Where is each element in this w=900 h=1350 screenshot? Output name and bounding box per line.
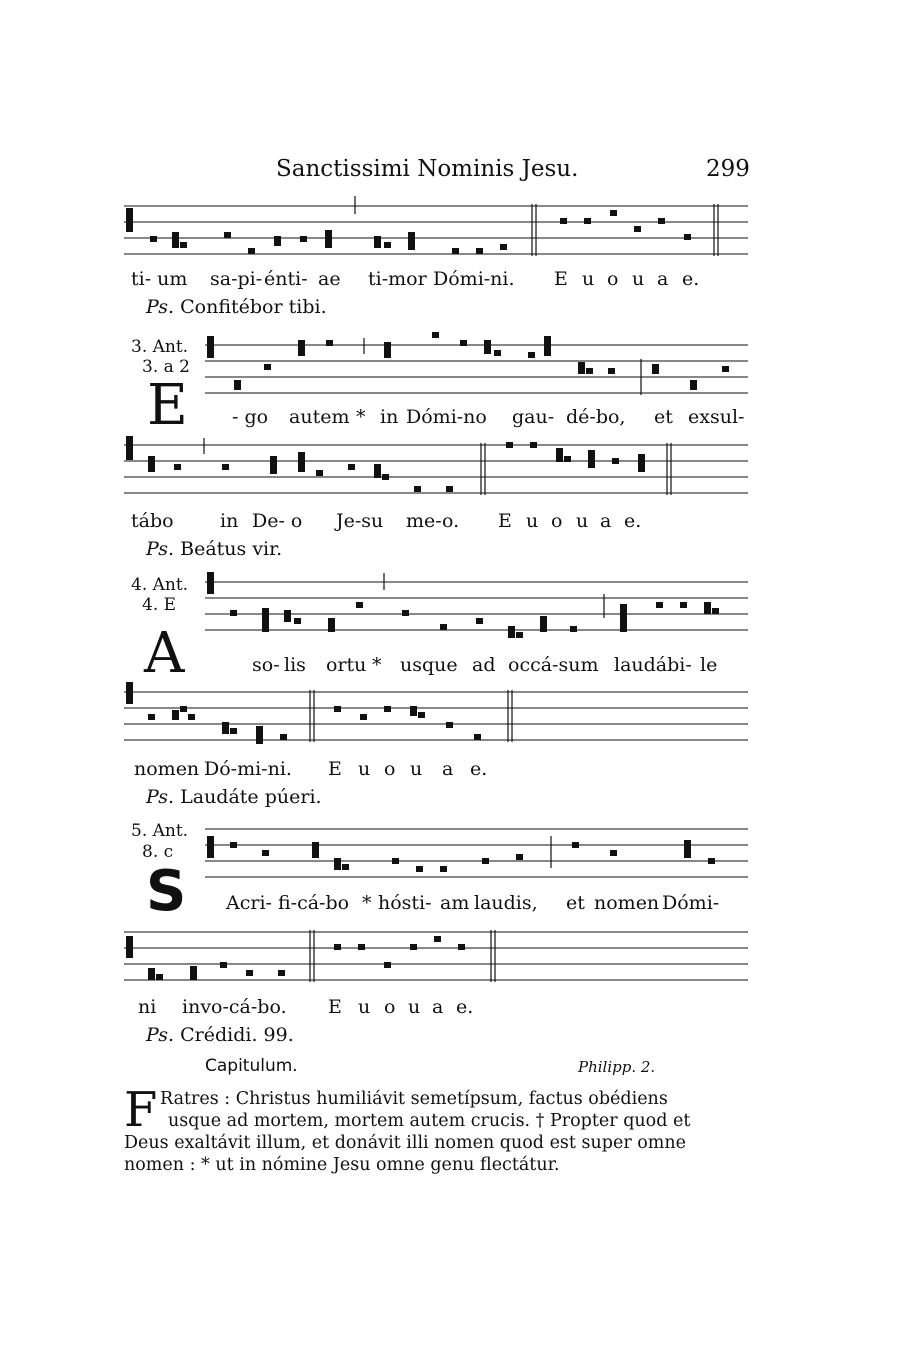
lyric-syllable: ti- um <box>131 268 188 290</box>
lyric-syllable: laudis, <box>474 892 538 914</box>
lyric-syllable: et <box>654 406 673 428</box>
lyric-syllable: o <box>384 758 396 780</box>
lyric-syllable: u <box>358 758 371 780</box>
lyric-syllable: o. <box>442 510 460 532</box>
lyric-syllable: me- <box>406 510 442 532</box>
page-number: 299 <box>706 156 750 182</box>
lyric-syllable: u <box>582 268 595 290</box>
lyric-syllable: Acri- <box>226 892 272 914</box>
lyric-syllable: laudábi- <box>614 654 692 676</box>
lyric-syllable: E <box>554 268 568 290</box>
lyric-syllable: e. <box>682 268 700 290</box>
lyric-syllable: in <box>380 406 399 428</box>
lyric-syllable: u <box>408 996 421 1018</box>
lyric-syllable: ti-mor <box>368 268 427 290</box>
lyric-syllable: in <box>220 510 239 532</box>
lyric-syllable: ae <box>318 268 341 290</box>
lyric-syllable: o <box>551 510 563 532</box>
psalm-incipit: Ps. Crédidi. 99. <box>146 1024 294 1046</box>
lyric-syllable: e. <box>470 758 488 780</box>
lyric-syllable: ortu <box>326 654 367 676</box>
lyric-syllable: am <box>440 892 470 914</box>
lyric-syllable: De- o <box>252 510 303 532</box>
lyric-syllable: ni <box>138 996 157 1018</box>
lyric-syllable: ad <box>472 654 496 676</box>
psalm-incipit: Ps. Laudáte púeri. <box>146 786 322 808</box>
lyric-syllable: - go <box>232 406 269 428</box>
drop-cap: E <box>147 373 188 438</box>
lyric-syllable: tábo <box>131 510 174 532</box>
lyric-syllable: gau- <box>512 406 555 428</box>
lyric-syllable: u <box>526 510 539 532</box>
lyric-syllable: e. <box>624 510 642 532</box>
lyric-syllable: occá-sum <box>508 654 599 676</box>
lyric-syllable: so- <box>252 654 280 676</box>
lyric-syllable: a <box>600 510 612 532</box>
lyric-syllable: u <box>358 996 371 1018</box>
lyric-syllable: o <box>607 268 619 290</box>
lyric-syllable: a <box>657 268 669 290</box>
drop-cap: F <box>124 1082 158 1138</box>
antiphon-number: 5. Ant. <box>131 821 189 841</box>
drop-cap: A <box>144 621 185 686</box>
lyric-syllable: exsul- <box>688 406 745 428</box>
lyric-syllable: Dó-mi-ni. <box>204 758 292 780</box>
lyric-syllable: u <box>632 268 645 290</box>
lyric-syllable: * <box>356 406 366 428</box>
scripture-reference: Philipp. 2. <box>578 1058 656 1076</box>
lyric-syllable: nomen <box>594 892 660 914</box>
chapter-line: usque ad mortem, mortem autem crucis. † Propter quod et <box>168 1111 691 1131</box>
lyric-syllable: sa-pi- <box>210 268 263 290</box>
lyric-syllable: Je-su <box>336 510 384 532</box>
lyric-syllable: a <box>442 758 454 780</box>
lyric-syllable: nomen <box>134 758 200 780</box>
psalm-incipit: Ps. Confitébor tibi. <box>146 296 327 318</box>
chapter-line: nomen : * ut in nómine Jesu omne genu flectátur. <box>124 1155 560 1175</box>
antiphon-number: 4. Ant. <box>131 575 189 595</box>
lyric-syllable: le <box>700 654 718 676</box>
lyric-syllable: u <box>576 510 589 532</box>
lyric-syllable: * <box>372 654 382 676</box>
lyric-syllable: invo-cá-bo. <box>182 996 287 1018</box>
lyric-syllable: Dómi-ni. <box>433 268 515 290</box>
lyric-syllable: a <box>432 996 444 1018</box>
psalm-incipit: Ps. Beátus vir. <box>146 538 283 560</box>
lyric-syllable: o <box>384 996 396 1018</box>
lyric-syllable: Dómi-no <box>406 406 487 428</box>
page-title: Sanctissimi Nominis Jesu. <box>276 156 579 182</box>
lyric-syllable: E <box>328 996 342 1018</box>
lyric-syllable: énti- <box>264 268 308 290</box>
antiphon-mode: 4. E <box>142 595 177 615</box>
lyric-syllable: E <box>328 758 342 780</box>
antiphon-number: 3. Ant. <box>131 337 189 357</box>
chapter-line: Deus exaltávit illum, et donávit illi nomen quod est super omne <box>124 1133 686 1153</box>
drop-cap: S <box>146 859 187 924</box>
section-heading: Capitulum. <box>205 1056 298 1076</box>
lyric-syllable: e. <box>456 996 474 1018</box>
lyric-syllable: dé-bo, <box>566 406 626 428</box>
lyric-syllable: hósti- <box>378 892 432 914</box>
lyric-syllable: * <box>362 892 372 914</box>
lyric-syllable: Dómi- <box>662 892 720 914</box>
lyric-syllable: et <box>566 892 585 914</box>
lyric-syllable: lis <box>284 654 306 676</box>
lyric-syllable: E <box>498 510 512 532</box>
lyric-syllable: u <box>410 758 423 780</box>
lyric-syllable: fi-cá-bo <box>278 892 350 914</box>
lyric-syllable: autem <box>289 406 350 428</box>
lyric-syllable: usque <box>400 654 458 676</box>
chapter-line: Ratres : Christus humiliávit semetípsum, factus obédiens <box>160 1089 668 1109</box>
antiphon-mode: 3. a 2 <box>142 357 190 377</box>
antiphon-mode: 8. c <box>142 842 174 862</box>
